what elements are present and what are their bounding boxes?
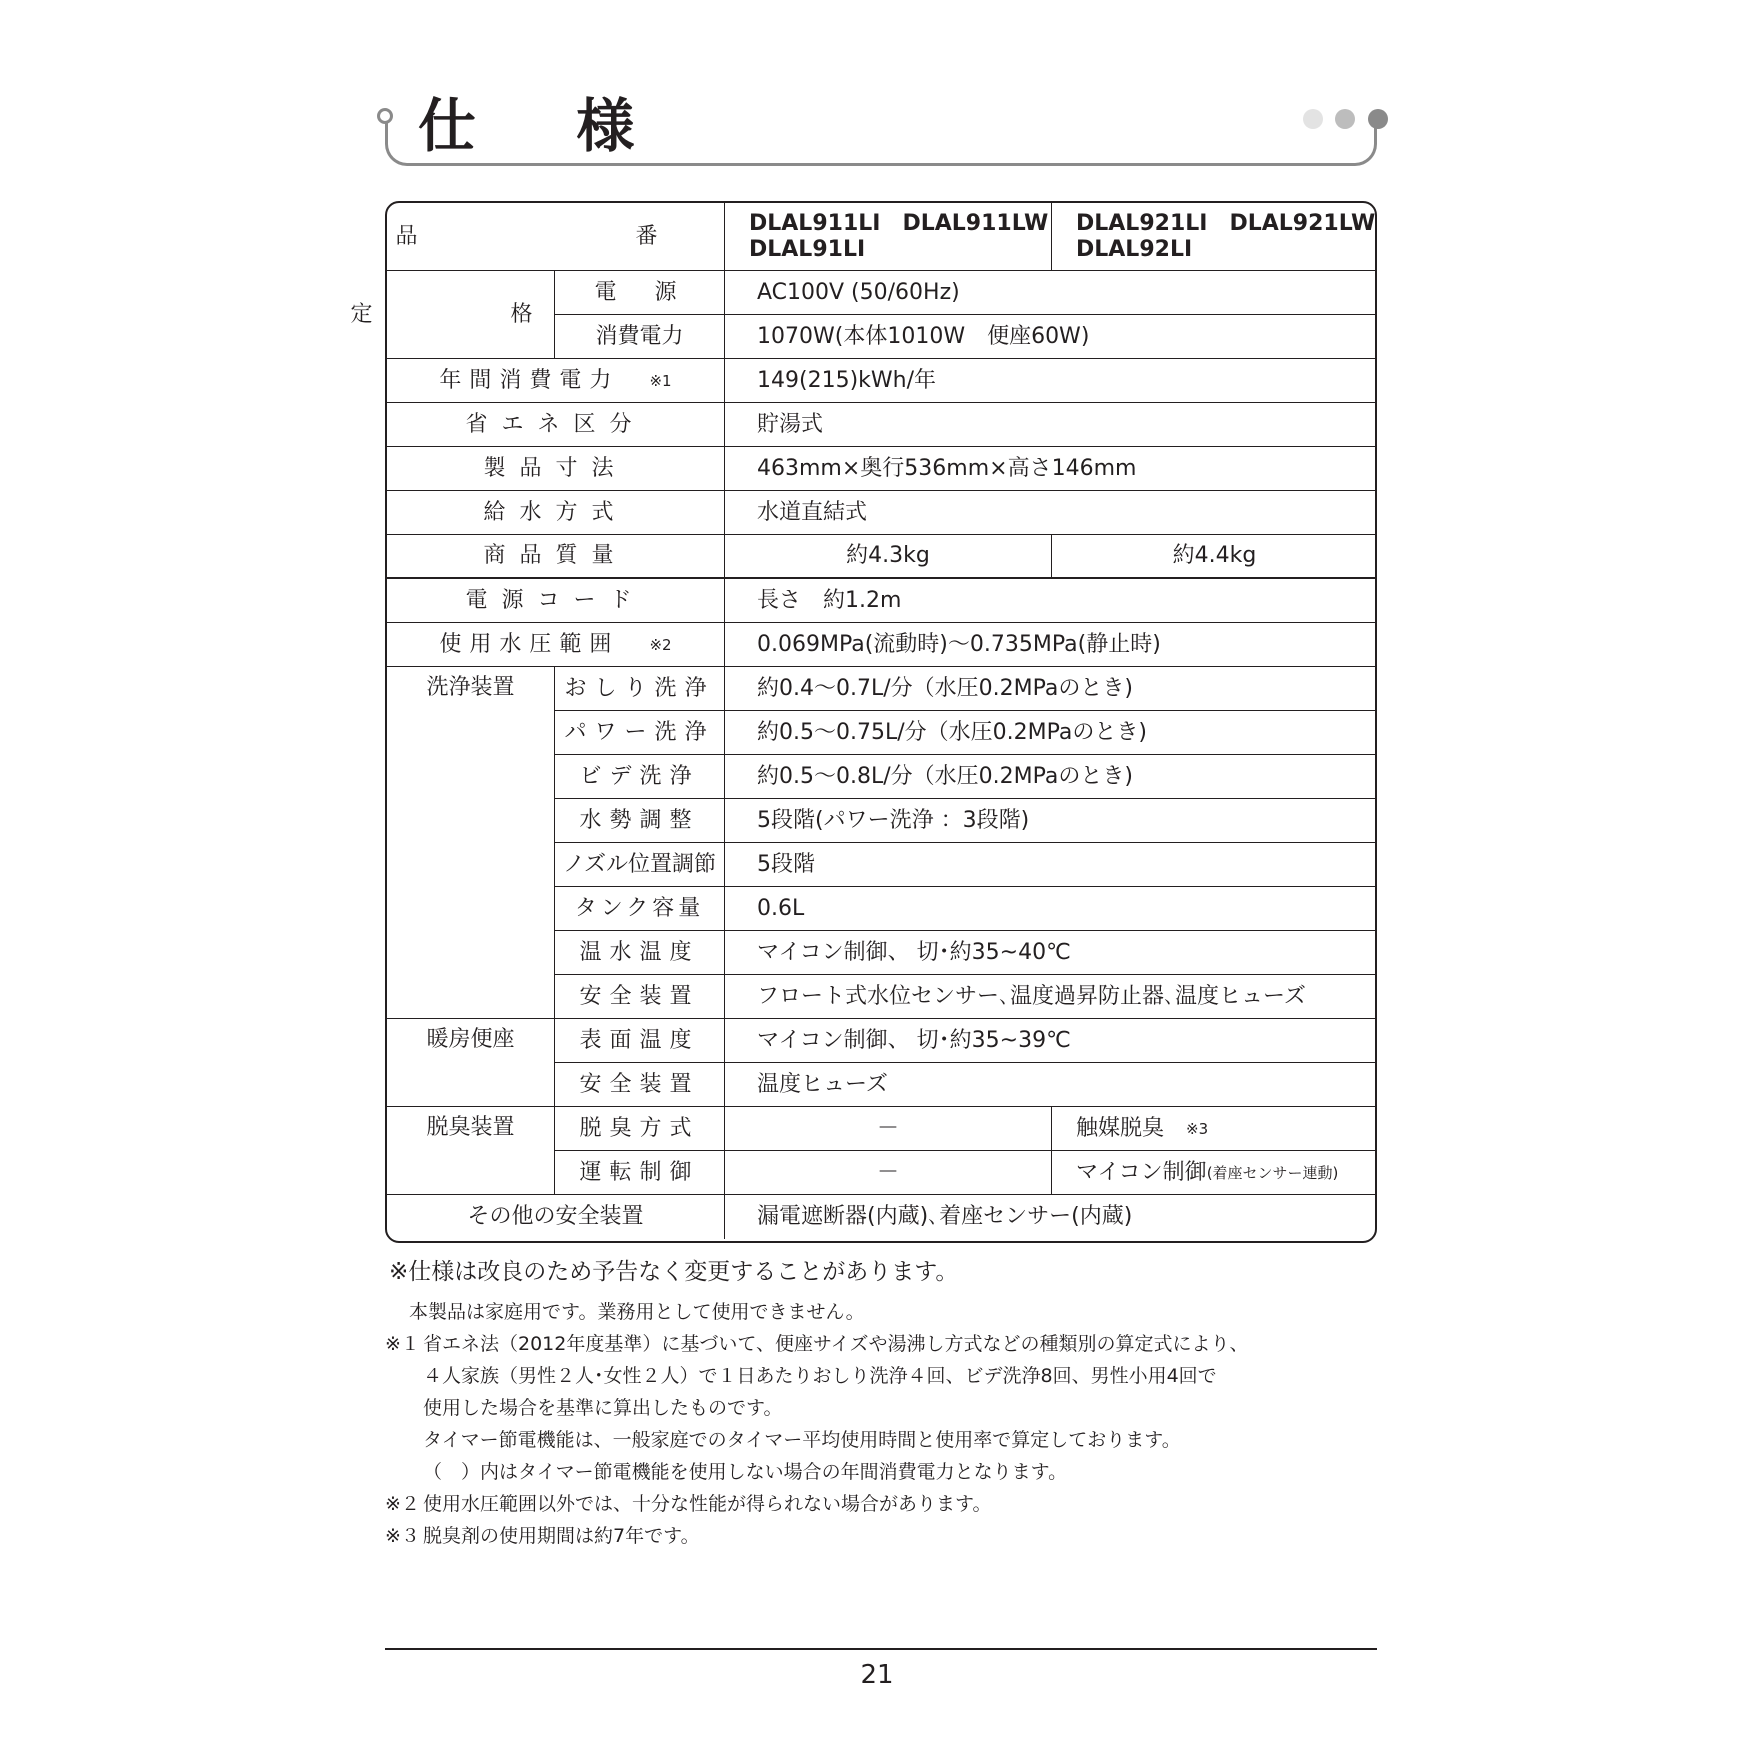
deodorizer-control-b-small: (着座センサー連動) (1206, 1163, 1339, 1182)
footer-rule (385, 1648, 1377, 1650)
note-3 (385, 1520, 1377, 1552)
model-group-b (1052, 203, 1377, 271)
decor-dot-light (1303, 109, 1323, 129)
pressure-label (387, 623, 725, 667)
note-2 (385, 1488, 1377, 1520)
washing-value-2: 約0.5〜0.75L/分（水圧0.2MPaのとき) (725, 711, 1377, 755)
note-1-line-3: 使用した場合を基準に算出したものです。 (423, 1397, 783, 1419)
model-a-line-1: DLAL911LI DLAL911LW (749, 210, 1049, 236)
mass-label: 商品質量 (387, 535, 725, 579)
model-b-line-2: DLAL92LI (1076, 236, 1193, 262)
washing-label-7: 温水温度 (555, 931, 725, 975)
seat-label-1: 表面温度 (555, 1019, 725, 1063)
water-supply-value: 水道直結式 (725, 491, 1377, 535)
note-3-mark: ※３ (385, 1525, 420, 1547)
deodorizer-control-b-text: マイコン制御 (1076, 1159, 1207, 1185)
note-1 (385, 1328, 1377, 1360)
notes-section (385, 1254, 1377, 1552)
mass-value-b: 約4.4kg (1052, 535, 1377, 579)
washing-label-6: タンク容量 (555, 887, 725, 931)
deodorizer-control-label: 運転制御 (555, 1151, 725, 1195)
washing-value-5: 5段階 (725, 843, 1377, 887)
title-ring-ornament (377, 108, 393, 124)
note-3-text: 脱臭剤の使用期間は約7年です。 (423, 1525, 700, 1547)
seat-value-1: マイコン制御、 切･約35~39℃ (725, 1019, 1377, 1063)
washing-value-1: 約0.4〜0.7L/分（水圧0.2MPaのとき) (725, 667, 1377, 711)
washing-label-4: 水勢調整 (555, 799, 725, 843)
page-title: 仕 様 (418, 92, 675, 160)
cord-label: 電源コード (387, 579, 725, 623)
rating-category: 定 格 (387, 271, 555, 359)
note-1-mark: ※１ (385, 1333, 420, 1355)
washing-label-8: 安全装置 (555, 975, 725, 1019)
decor-dot-mid (1335, 109, 1355, 129)
deodorizer-control-b (1052, 1151, 1377, 1195)
washing-category: 洗浄装置 (387, 667, 555, 1019)
power-label: 電 源 (555, 271, 725, 315)
model-label: 品 番 (387, 203, 725, 271)
energy-class-value: 貯湯式 (725, 403, 1377, 447)
annual-consumption-value: 149(215)kWh/年 (725, 359, 1377, 403)
home-use-notice: 本製品は家庭用です。業務用として使用できません。 (409, 1301, 865, 1323)
model-group-a (725, 203, 1052, 271)
washing-value-4: 5段階(パワー洗浄 ：3段階) (725, 799, 1377, 843)
washing-value-6: 0.6L (725, 887, 1377, 931)
note-2-mark: ※２ (385, 1493, 420, 1515)
washing-value-3: 約0.5〜0.8L/分（水圧0.2MPaのとき) (725, 755, 1377, 799)
washing-label-2: パワー洗浄 (555, 711, 725, 755)
deodorizer-method-b (1052, 1107, 1377, 1151)
washing-label-5: ノズル位置調節 (555, 843, 725, 887)
deodorizer-note-mark: ※3 (1186, 1119, 1209, 1138)
dimensions-value: 463mm×奥行536mm×高さ146mm (725, 447, 1377, 491)
model-b-line-1: DLAL921LI DLAL921LW (1076, 210, 1376, 236)
cord-value: 長さ 約1.2m (725, 579, 1377, 623)
page-number: 21 (860, 1660, 894, 1690)
change-notice: ※仕様は改良のため予告なく変更することがあります。 (389, 1259, 959, 1285)
washing-value-7: マイコン制御、 切･約35~40℃ (725, 931, 1377, 975)
deodorizer-method-label: 脱臭方式 (555, 1107, 725, 1151)
washing-value-8: フロート式水位センサー､温度過昇防止器､温度ヒューズ (725, 975, 1377, 1019)
washing-label-1: おしり洗浄 (555, 667, 725, 711)
spec-table (350, 201, 1377, 1243)
note-1-line-5: （ ）内はタイマー節電機能を使用しない場合の年間消費電力となります。 (423, 1461, 1068, 1483)
mass-value-a: 約4.3kg (725, 535, 1052, 579)
annual-note-mark: ※1 (649, 371, 672, 390)
pressure-value: 0.069MPa(流動時)〜0.735MPa(静止時) (725, 623, 1377, 667)
annual-consumption-text: 年間消費電力 (439, 367, 620, 393)
water-supply-label: 給水方式 (387, 491, 725, 535)
pressure-text: 使用水圧範囲 (439, 631, 620, 657)
consumption-label: 消費電力 (555, 315, 725, 359)
seat-label-2: 安全装置 (555, 1063, 725, 1107)
decor-dot-dark (1368, 109, 1388, 129)
energy-class-label: 省エネ区分 (387, 403, 725, 447)
note-1-line-1: 省エネ法（2012年度基準）に基づいて、便座サイズや湯沸し方式などの種類別の算定式により、 (423, 1333, 1249, 1355)
power-value: AC100V (50/60Hz) (725, 271, 1377, 315)
model-a-line-2: DLAL91LI (749, 236, 866, 262)
deodorizer-method-b-text: 触媒脱臭 (1076, 1115, 1165, 1141)
note-1-line-2: ４人家族（男性２人･女性２人）で１日あたりおしり洗浄４回、ビデ洗浄8回、男性小用4回で (423, 1365, 1217, 1387)
deodorizer-method-a: － (725, 1107, 1052, 1151)
seat-value-2: 温度ヒューズ (725, 1063, 1377, 1107)
note-1-line-4: タイマー節電機能は、一般家庭でのタイマー平均使用時間と使用率で算定しております。 (423, 1429, 1181, 1451)
deodorizer-control-a: － (725, 1151, 1052, 1195)
other-safety-label: その他の安全装置 (387, 1195, 725, 1239)
seat-category: 暖房便座 (387, 1019, 555, 1107)
deodorizer-category: 脱臭装置 (387, 1107, 555, 1195)
dimensions-label: 製品寸法 (387, 447, 725, 491)
consumption-value: 1070W(本体1010W 便座60W) (725, 315, 1377, 359)
note-2-text: 使用水圧範囲以外では、十分な性能が得られない場合があります。 (423, 1493, 992, 1515)
washing-label-3: ビデ洗浄 (555, 755, 725, 799)
other-safety-value: 漏電遮断器(内蔵)､着座センサー(内蔵) (757, 1204, 1133, 1229)
pressure-note-mark: ※2 (649, 635, 672, 654)
annual-consumption-label (387, 359, 725, 403)
